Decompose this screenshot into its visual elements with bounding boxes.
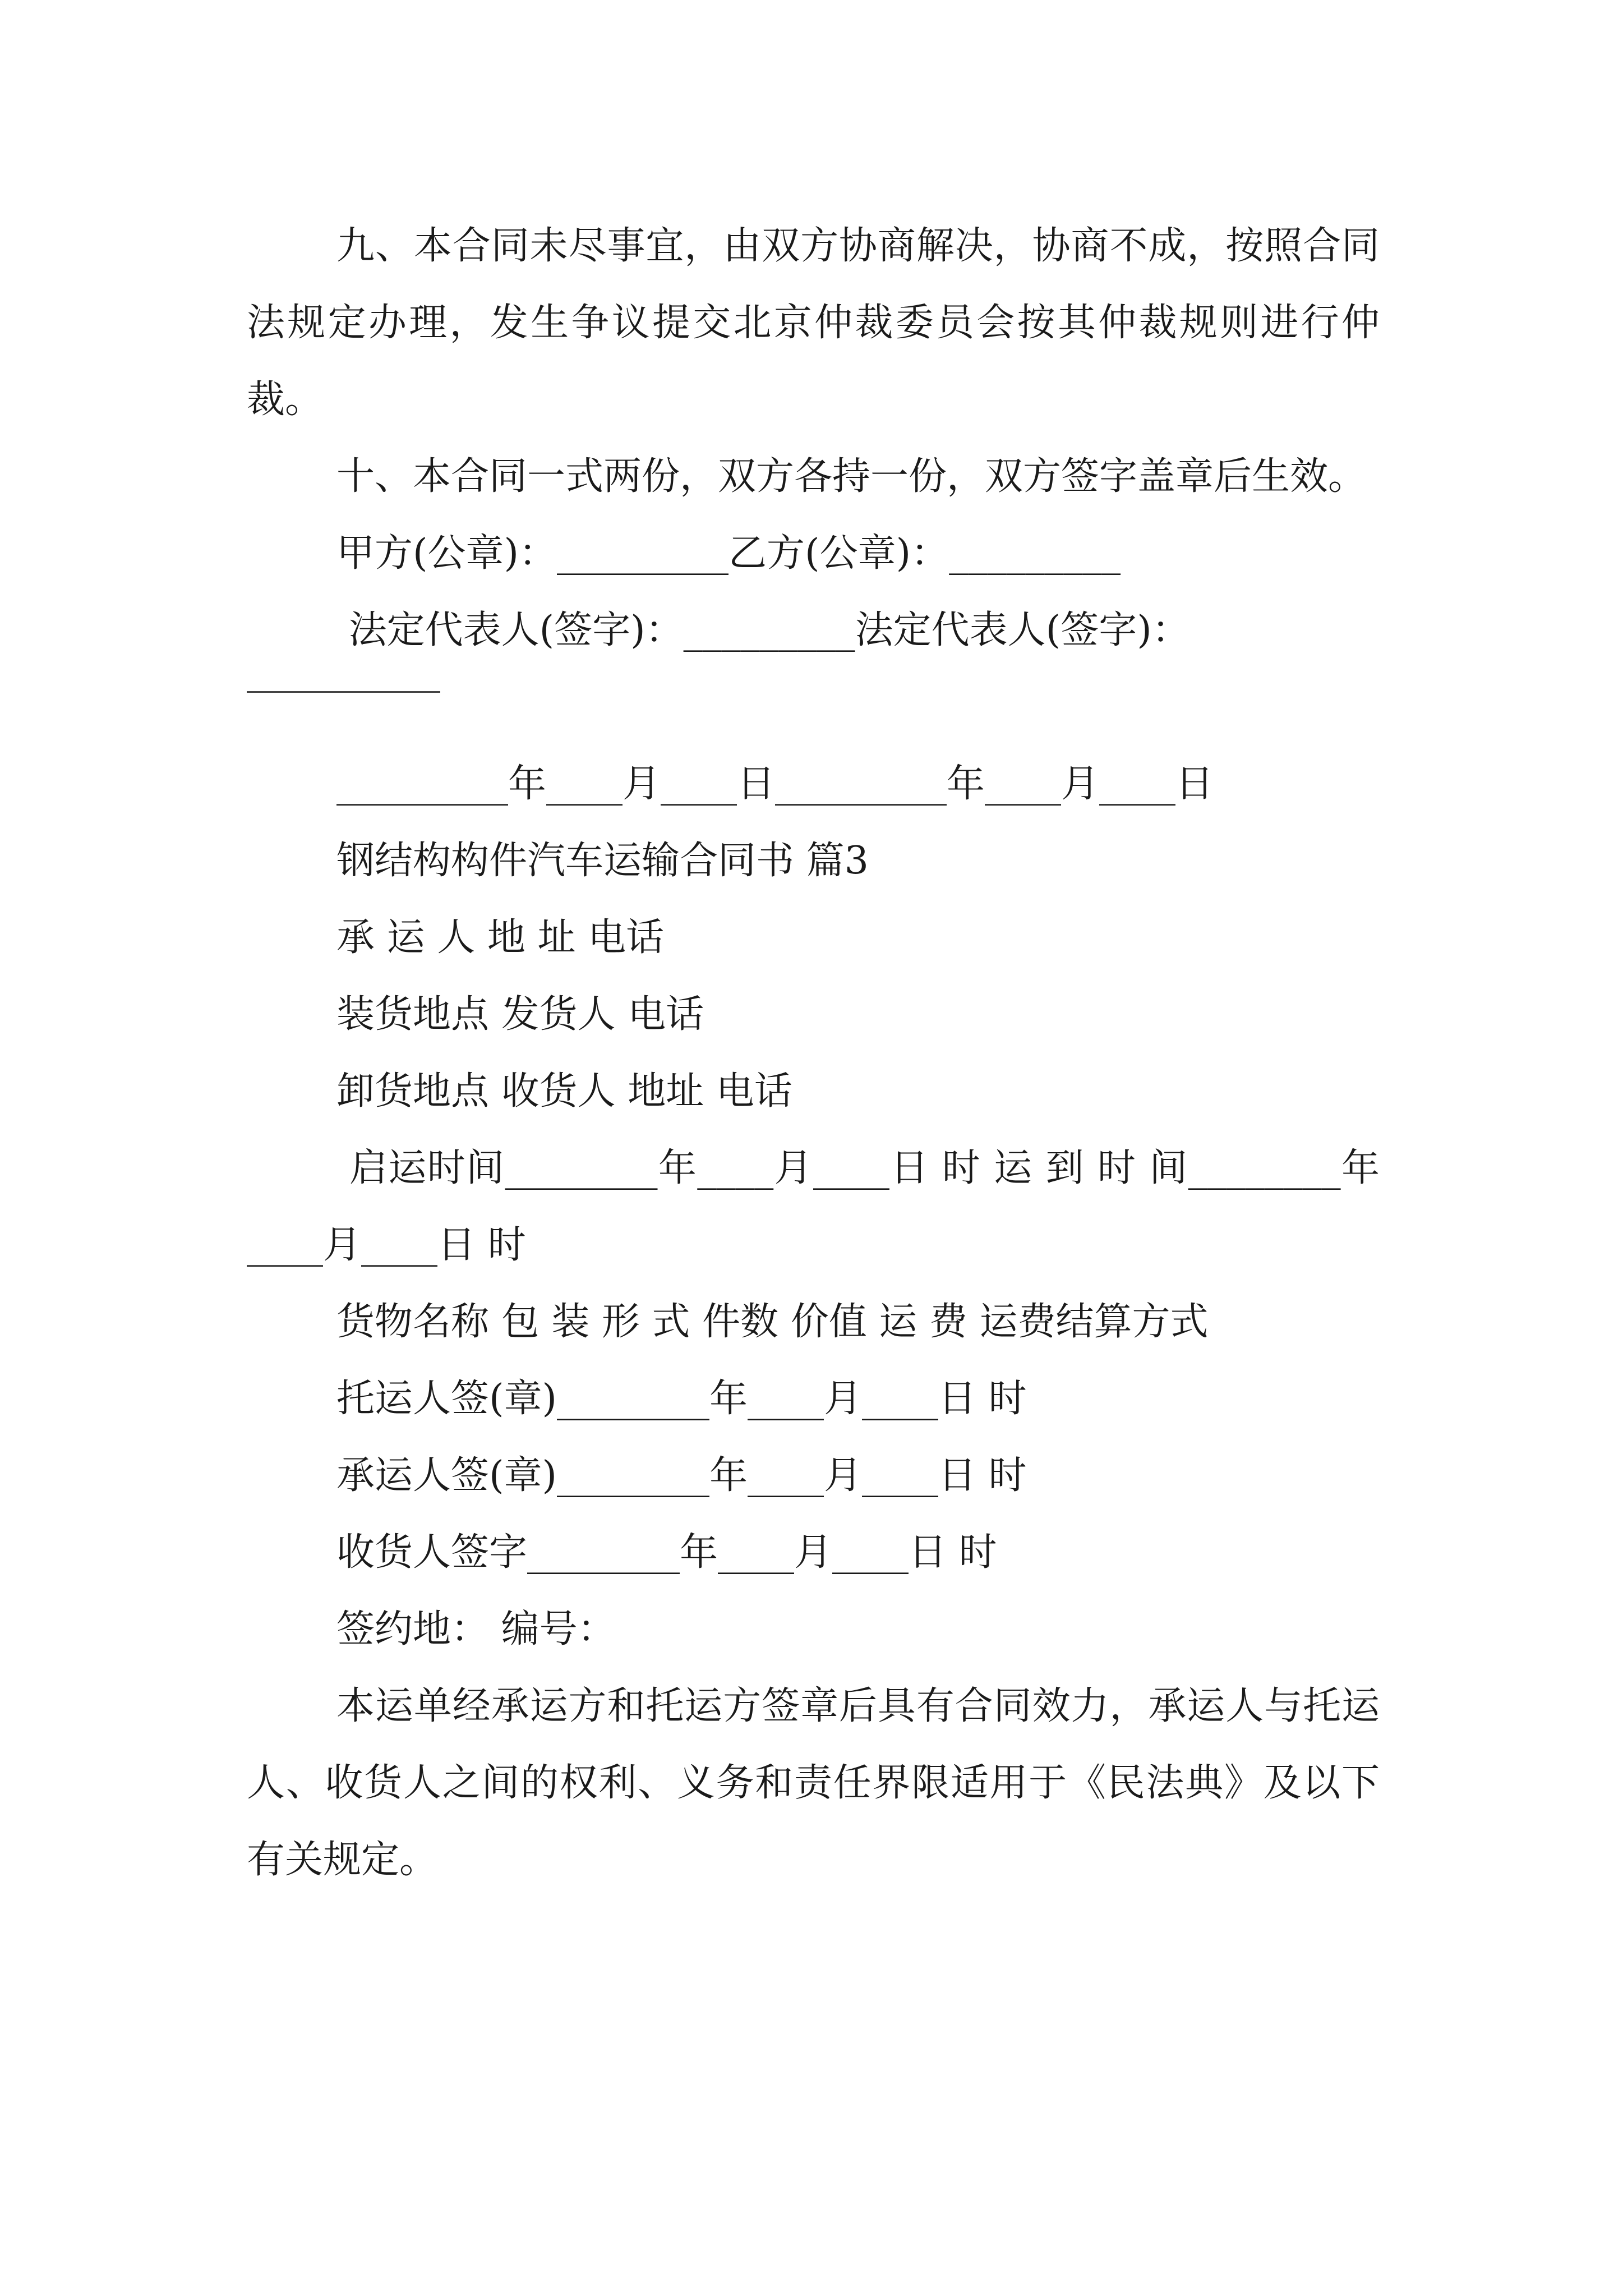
signing-date-line: _________年____月____日_________年____月____日 [336, 762, 1214, 806]
loading-info-line: 装货地点 发货人 电话 [336, 992, 704, 1037]
signing-place-number-line: 签约地： 编号： [336, 1607, 616, 1651]
waybill-terms-paragraph: 本运单经承运方和托运方签章后具有合同效力，承运人与托运人、收货人之间的权利、义务和责任界限适用于《民法典》及以下有关规定。 [247, 1684, 1380, 1882]
signature-blank-rule [247, 669, 1380, 746]
clause-nine-paragraph: 九、本合同未尽事宜，由双方协商解决，协商不成，按照合同法规定办理，发生争议提交北京仲裁委员会按其仲裁规则进行仲裁。 [247, 224, 1380, 422]
unloading-info-line: 卸货地点 收货人 地址 电话 [336, 1069, 792, 1114]
document-page [247, 208, 1380, 1898]
transport-schedule-line: 启运时间________年____月____日 时 运 到 时 间________年____月____日 时 [247, 1146, 1380, 1267]
party-seal-line: 甲方(公章)：_________乙方(公章)：_________ [336, 531, 1121, 576]
carrier-signature-line: 承运人签(章)________年____月____日 时 [336, 1453, 1027, 1498]
section-title: 钢结构构件汽车运输合同书 篇3 [336, 839, 869, 883]
carrier-info-line: 承 运 人 地 址 电话 [336, 915, 665, 960]
legal-representative-line: 法定代表人(签字)：_________法定代表人(签字)： [336, 608, 1190, 652]
clause-ten-paragraph: 十、本合同一式两份，双方各持一份，双方签字盖章后生效。 [336, 454, 1367, 499]
shipper-signature-line: 托运人签(章)________年____月____日 时 [336, 1377, 1027, 1421]
goods-info-line: 货物名称 包 装 形 式 件数 价值 运 费 运费结算方式 [336, 1300, 1209, 1344]
consignee-signature-line: 收货人签字________年____月____日 时 [336, 1530, 997, 1575]
